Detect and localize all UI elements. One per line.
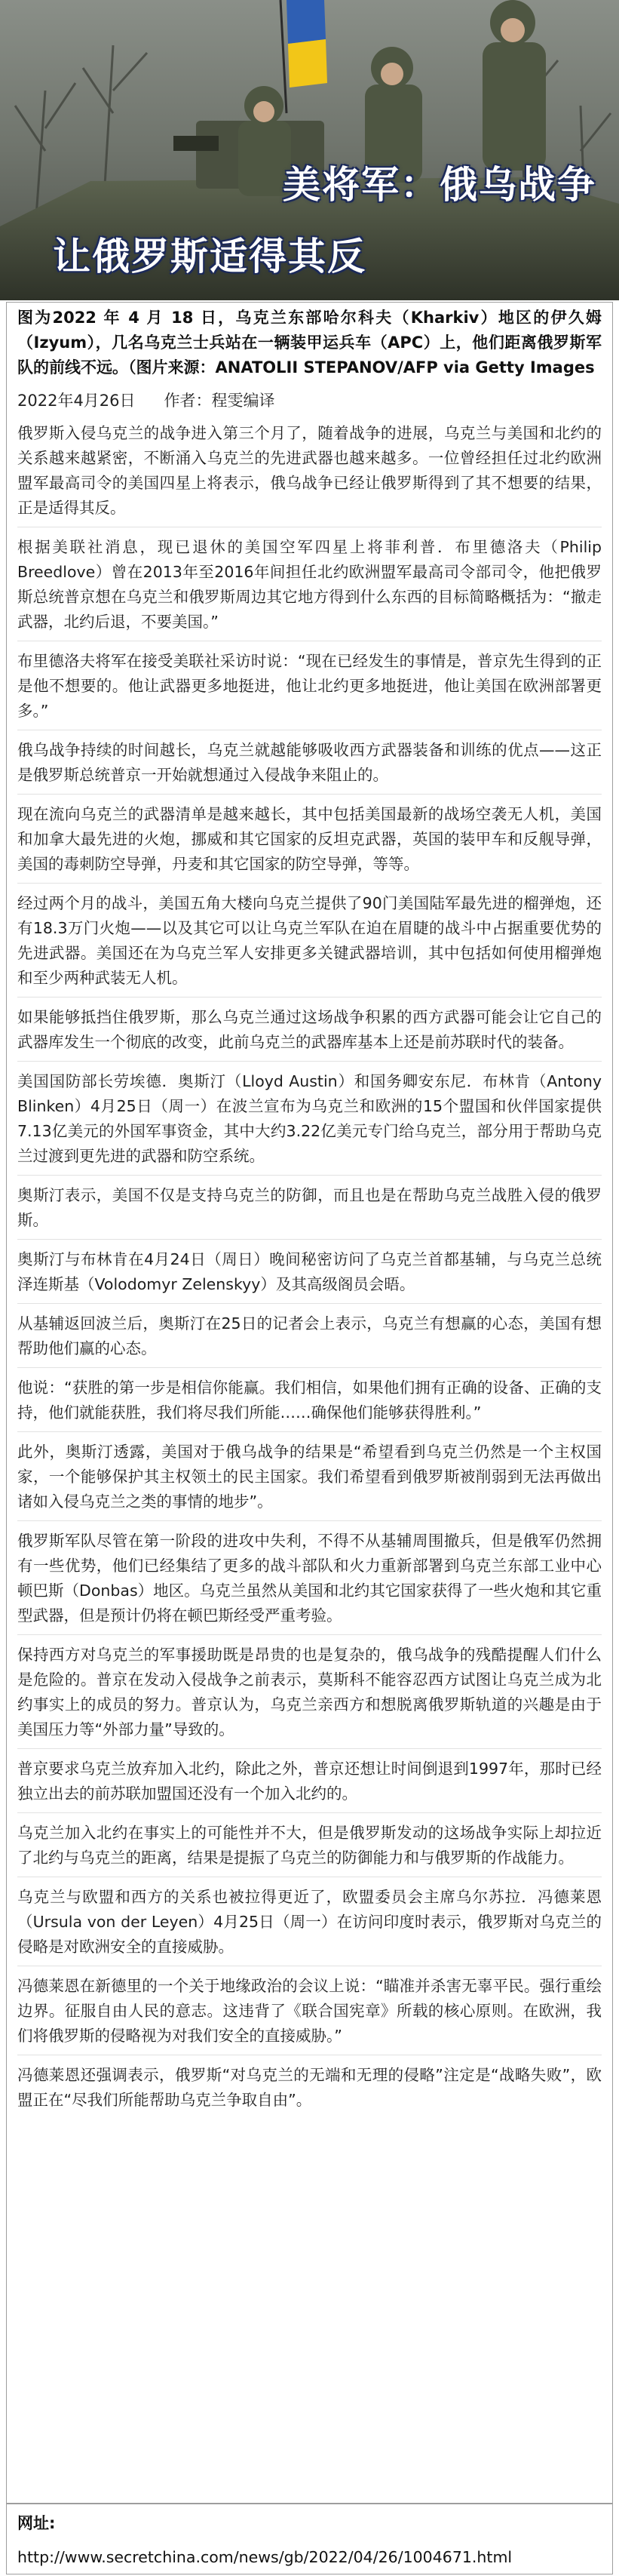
article-paragraph: 乌克兰加入北约在事实上的可能性并不大，但是俄罗斯发动的这场战争实际上却拉近了北约与乌克兰的距离，结果是提振了乌克兰的防御能力和与俄罗斯的作战能力。 (17, 1821, 602, 1877)
article-paragraph: 根据美联社消息，现已退休的美国空军四星上将菲利普．布里德洛夫（Philip Breedlove）曾在2013年至2016年间担任北约欧洲盟军最高司令部司令，他把俄罗斯总统普京想在乌克兰和俄罗斯周边其它地方得到什么东西的目标简略概括为：“撤走武器，北约后退，不要美国。” (17, 535, 602, 641)
article-paragraph: 冯德莱恩在新德里的一个关于地缘政治的会议上说：“瞄准并杀害无辜平民。强行重绘边界。征服自由人民的意志。这违背了《联合国宪章》所载的核心原则。在欧洲，我们将俄罗斯的侵略视为对我们安全的直接威胁。” (17, 1974, 602, 2055)
article-paragraph: 冯德莱恩还强调表示，俄罗斯“对乌克兰的无端和无理的侵略”注定是“战略失败”，欧盟正在“尽我们所能帮助乌克兰争取自由”。 (17, 2066, 602, 2109)
headline-line-1: 美将军：俄乌战争 (283, 163, 596, 207)
source-url-box (6, 2504, 613, 2574)
article-meta (17, 389, 602, 412)
article-paragraph: 俄乌战争持续的时间越长，乌克兰就越能够吸收西方武器装备和训练的优点——这正是俄罗斯总统普京一开始就想通过入侵战争来阻止的。 (17, 738, 602, 795)
source-url-link[interactable]: http://www.secretchina.com/news/gb/2022/04/26/1004671.html (17, 2548, 513, 2566)
article-paragraph: 奥斯汀与布林肯在4月24日（周日）晚间秘密访问了乌克兰首都基辅，与乌克兰总统泽连斯基（Volodomyr Zelenskyy）及其高级阁员会晤。 (17, 1247, 602, 1304)
article-paragraph: 他说：“获胜的第一步是相信你能赢。我们相信，如果他们拥有正确的设备、正确的支持，他们就能获胜，我们将尽我们所能……确保他们能够获得胜利。” (17, 1376, 602, 1432)
article-paragraph: 布里德洛夫将军在接受美联社采访时说：“现在已经发生的事情是，普京先生得到的正是他不想要的。他让武器更多地挺进，他让北约更多地挺进，他让美国在欧洲部署更多。” (17, 649, 602, 730)
headline-line-2: 让俄罗斯适得其反 (53, 235, 366, 278)
article-paragraph: 俄罗斯入侵乌克兰的战争进入第三个月了，随着战争的进展，乌克兰与美国和北约的关系越来越紧密，不断涌入乌克兰的先进武器也越来越多。一位曾经担任过北约欧洲盟军最高司令的美国四星上将表示，俄乌战争已经让俄罗斯得到了其不想要的结果，正是适得其反。 (17, 421, 602, 527)
publish-date: 2022年4月26日 (17, 392, 136, 410)
article-paragraph: 普京要求乌克兰放弃加入北约，除此之外，普京还想让时间倒退到1997年，那时已经独立出去的前苏联加盟国还没有一个加入北约的。 (17, 1757, 602, 1813)
article-paragraph: 俄罗斯军队尽管在第一阶段的进攻中失利，不得不从基辅周围撤兵，但是俄军仍然拥有一些优势，他们已经集结了更多的战斗部队和火力重新部署到乌克兰东部工业中心顿巴斯（Donbas）地区。乌克兰虽然从美国和北约其它国家获得了一些火炮和其它重型武器，但是预计仍将在顿巴斯经受严重考验。 (17, 1529, 602, 1635)
article-paragraph: 经过两个月的战斗，美国五角大楼向乌克兰提供了90门美国陆军最先进的榴弹炮，还有18.3万门火炮——以及其它可以让乌克兰军队在迫在眉睫的战斗中占据重要优势的先进武器。美国还在为乌克兰军人安排更多关键武器培训，其中包括如何使用榴弹炮和至少两种武装无人机。 (17, 891, 602, 998)
article-paragraph: 如果能够抵挡住俄罗斯，那么乌克兰通过这场战争积累的西方武器可能会让它自己的武器库发生一个彻底的改变，此前乌克兰的武器库基本上还是前苏联时代的装备。 (17, 1005, 602, 1062)
article-paragraph: 乌克兰与欧盟和西方的关系也被拉得更近了，欧盟委员会主席乌尔苏拉．冯德莱恩（Ursula von der Leyen）4月25日（周一）在访问印度时表示，俄罗斯对乌克兰的侵略是对欧洲安全的直接威胁。 (17, 1885, 602, 1966)
paragraph-list (17, 421, 602, 2119)
article-paragraph: 现在流向乌克兰的武器清单是越来越长，其中包括美国最新的战场空袭无人机，美国和加拿大最先进的火炮，挪威和其它国家的反坦克武器，英国的装甲车和反舰导弹，美国的毒刺防空导弹，丹麦和其它国家的防空导弹，等等。 (17, 802, 602, 884)
article-paragraph: 从基辅返回波兰后，奥斯汀在25日的记者会上表示，乌克兰有想赢的心态，美国有想帮助他们赢的心态。 (17, 1311, 602, 1368)
hero-image (0, 0, 619, 300)
article-paragraph: 美国国防部长劳埃德．奥斯汀（Lloyd Austin）和国务卿安东尼．布林肯（Antony Blinken）4月25日（周一）在波兰宣布为乌克兰和欧洲的15个盟国和伙伴国家提供7.13亿美元的外国军事资金，其中大约3.22亿美元专门给乌克兰，部分用于帮助乌克兰过渡到更先进的武器和防空系统。 (17, 1069, 602, 1176)
photo-caption: 图为2022 年 4 月 18 日，乌克兰东部哈尔科夫（Kharkiv）地区的伊久姆（Izyum），几名乌克兰士兵站在一辆装甲运兵车（APC）上，他们距离俄罗斯军队的前线不远。（图片来源：ANATOLII STEPANOV/AFP via Getty Images (17, 309, 602, 377)
author-credit: 作者：程雯编译 (164, 392, 275, 410)
article-body (6, 302, 613, 2504)
article-paragraph: 奥斯汀表示，美国不仅是支持乌克兰的防御，而且也是在帮助乌克兰战胜入侵的俄罗斯。 (17, 1183, 602, 1240)
article-paragraph: 此外，奥斯汀透露，美国对于俄乌战争的结果是“希望看到乌克兰仍然是一个主权国家，一个能够保护其主权领土的民主国家。我们希望看到俄罗斯被削弱到无法再做出诸如入侵乌克兰之类的事情的地步”。 (17, 1440, 602, 1521)
article-paragraph: 保持西方对乌克兰的军事援助既是昂贵的也是复杂的，俄乌战争的残酷提醒人们什么是危险的。普京在发动入侵战争之前表示，莫斯科不能容忍西方试图让乌克兰成为北约事实上的成员的努力。普京认为，乌克兰亲西方和想脱离俄罗斯轨道的兴趣是由于美国压力等“外部力量”导致的。 (17, 1643, 602, 1749)
url-label: 网址: (17, 2514, 56, 2532)
